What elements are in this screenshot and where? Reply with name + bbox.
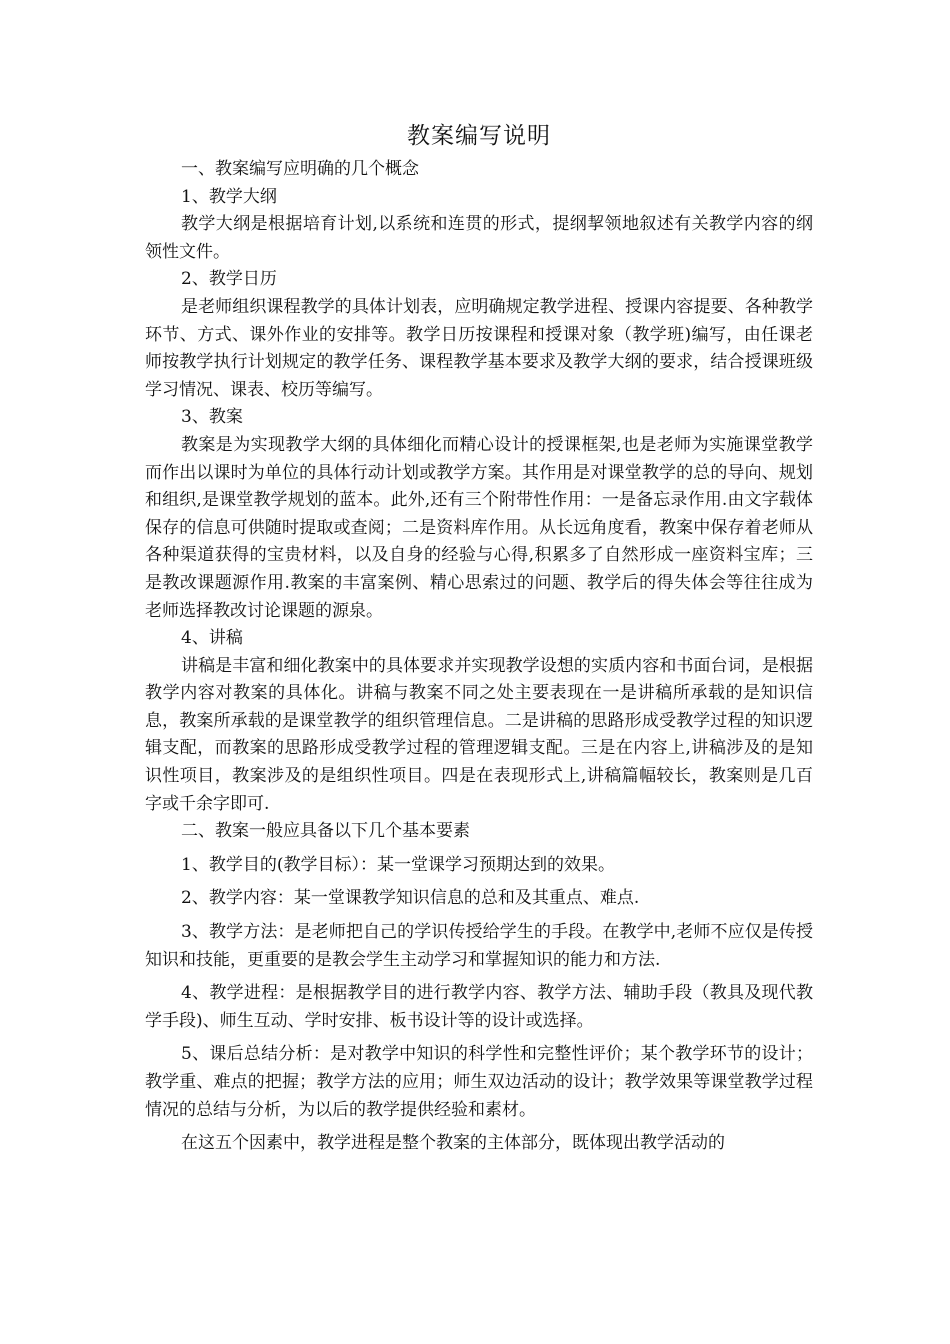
paragraph-syllabus: 教学大纲是根据培育计划,以系统和连贯的形式，提纲挈领地叙述有关教学内容的纲领性文件。 — [145, 214, 813, 262]
subheading-teaching-calendar: 2、教学日历 — [181, 269, 277, 290]
element-summary: 5、课后总结分析：是对教学中知识的科学性和完整性评价；某个教学环节的设计；教学重、难点的把握；教学方法的应用；师生双边活动的设计；教学效果等课堂教学过程情况的总结与分析，为以后的教学提供经验和素材。 — [145, 1044, 813, 1120]
paragraph-conclusion: 在这五个因素中，教学进程是整个教案的主体部分，既体现出教学活动的 — [181, 1133, 725, 1154]
element-objective: 1、教学目的(教学目标）：某一堂课学习预期达到的效果。 — [181, 854, 615, 875]
section-heading-1: 一、教案编写应明确的几个概念 — [181, 159, 419, 179]
paragraph-lecture-notes: 讲稿是丰富和细化教案中的具体要求并实现教学设想的实质内容和书面台词，是根据教学内容对教案的具体化。讲稿与教案不同之处主要表现在一是讲稿所承载的是知识信息，教案所承载的是课堂教学的组织管理信息。二是讲稿的思路形成受教学过程的知识逻辑支配，而教案的思路形成受教学过程的管理逻辑支配。三是在内容上,讲稿涉及的是知识性项目，教案涉及的是组织性项目。四是在表现形式上,讲稿篇幅较长，教案则是几百字或千余字即可. — [145, 655, 813, 814]
element-process: 4、教学进程：是根据教学目的进行教学内容、教学方法、辅助手段（教具及现代教学手段)、师生互动、学时安排、板书设计等的设计或选择。 — [145, 983, 813, 1031]
element-method: 3、教学方法：是老师把自己的学识传授给学生的手段。在教学中,老师不应仅是传授知识和技能，更重要的是教会学生主动学习和掌握知识的能力和方法. — [145, 922, 813, 970]
document-page — [145, 118, 813, 1158]
subheading-lecture-notes: 4、讲稿 — [181, 628, 243, 649]
subheading-lesson-plan: 3、教案 — [181, 407, 243, 428]
subheading-syllabus: 1、教学大纲 — [181, 186, 277, 207]
document-title: 教案编写说明 — [407, 123, 551, 149]
section-heading-2: 二、教案一般应具备以下几个基本要素 — [181, 821, 470, 842]
paragraph-teaching-calendar: 是老师组织课程教学的具体计划表，应明确规定教学进程、授课内容提要、各种教学环节、方式、课外作业的安排等。教学日历按课程和授课对象（教学班)编写，由任课老师按教学执行计划规定的教学任务、课程教学基本要求及教学大纲的要求，结合授课班级学习情况、课表、校历等编写。 — [145, 296, 813, 400]
paragraph-lesson-plan: 教案是为实现教学大纲的具体细化而精心设计的授课框架,也是老师为实施课堂教学而作出以课时为单位的具体行动计划或教学方案。其作用是对课堂教学的总的导向、规划和组织,是课堂教学规划的蓝本。此外,还有三个附带性作用：一是备忘录作用.由文字载体保存的信息可供随时提取或查阅；二是资料库作用。从长远角度看，教案中保存着老师从各种渠道获得的宝贵材料，以及自身的经验与心得,积累多了自然形成一座资料宝库；三是教改课题源作用.教案的丰富案例、精心思索过的问题、教学后的得失体会等往往成为老师选择教改讨论课题的源泉。 — [145, 434, 813, 621]
element-content: 2、教学内容：某一堂课教学知识信息的总和及其重点、难点. — [181, 888, 640, 909]
